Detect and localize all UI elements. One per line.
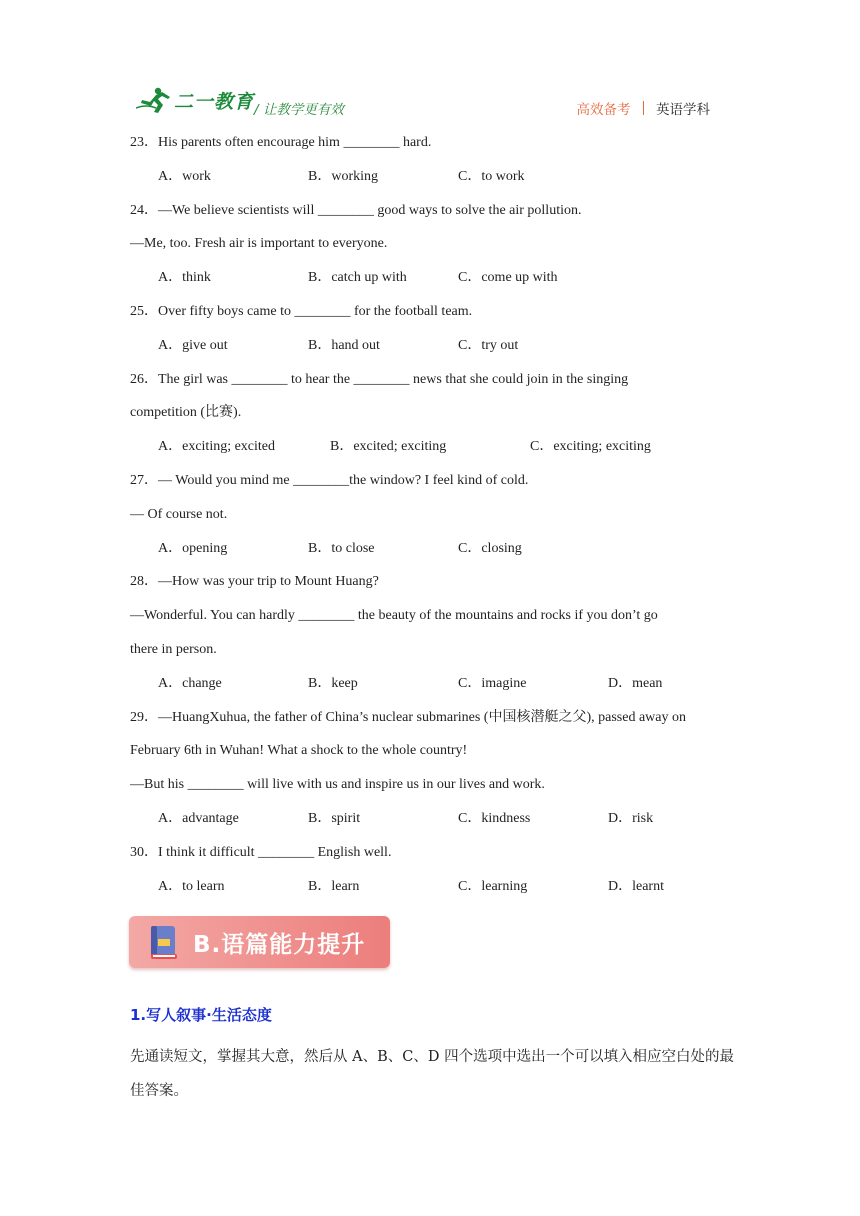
header-right (577, 98, 711, 118)
option: C．exciting; exciting (530, 439, 651, 455)
header-slogan: / 让教学更有效 (254, 102, 344, 118)
option: B．hand out (308, 337, 380, 353)
question-options (130, 261, 740, 295)
question-options (130, 160, 740, 194)
option: A．think (158, 270, 211, 286)
question-stem: there in person. (130, 641, 217, 657)
option: C．try out (458, 337, 519, 353)
option: A．change (158, 675, 222, 691)
option: C．closing (458, 540, 522, 556)
option: B．spirit (308, 810, 361, 826)
page-header (136, 86, 726, 122)
option: C．to work (458, 168, 525, 184)
header-divider (643, 101, 645, 115)
question-stem: —Me, too. Fresh air is important to everyone. (130, 236, 388, 252)
option: B．catch up with (308, 270, 407, 286)
option: B．excited; exciting (330, 439, 447, 455)
option: B．working (308, 168, 378, 184)
question-stem: competition (比赛). (130, 405, 242, 421)
question-stem: 27．— Would you mind me ________the window? I feel kind of cold. (130, 472, 529, 488)
option: A．to learn (158, 878, 225, 894)
question-options (130, 532, 740, 566)
question-stem: 26．The girl was ________ to hear the ________ news that she could join in the singing (130, 371, 629, 387)
option: D．risk (608, 810, 654, 826)
question-options (130, 329, 740, 363)
question-options (130, 870, 740, 904)
subject-label: 英语学科 (656, 102, 710, 118)
question-stem: 30．I think it difficult ________ English well. (130, 844, 392, 860)
question-options (130, 667, 740, 701)
question-stem: 24．—We believe scientists will ________ good ways to solve the air pollution. (130, 202, 582, 218)
option: B．learn (308, 878, 360, 894)
section-banner (129, 916, 390, 968)
question-stem: 25．Over fifty boys came to ________ for the football team. (130, 303, 473, 319)
question-stem: 29．—HuangXuhua, the father of China’s nuclear submarines (中国核潜艇之父), passed away on (130, 709, 686, 725)
banner-title: B.语篇能力提升 (193, 932, 366, 958)
option: C．learning (458, 878, 528, 894)
option: B．to close (308, 540, 375, 556)
book-icon (149, 925, 179, 966)
question-stem: 23．His parents often encourage him ________ hard. (130, 135, 432, 150)
option: A．exciting; excited (158, 439, 276, 455)
option: A．opening (158, 540, 228, 556)
logo-text: 二一教育 (174, 90, 255, 113)
question-stem: —Wonderful. You can hardly ________ the beauty of the mountains and rocks if you don’t go (130, 608, 658, 624)
option: C．imagine (458, 675, 527, 691)
option: A．advantage (158, 810, 239, 826)
question-stem: February 6th in Wuhan! What a shock to the whole country! (130, 743, 468, 759)
exam-label: 高效备考 (576, 102, 631, 118)
option: D．learnt (608, 878, 664, 894)
section-title: 1.写人叙事·生活态度 (130, 1006, 272, 1024)
option: D．mean (608, 675, 663, 691)
runner-logo-icon (136, 86, 172, 114)
option: A．work (158, 168, 211, 184)
option: C．kindness (458, 810, 531, 826)
question-options (130, 802, 740, 836)
question-stem: —But his ________ will live with us and inspire us in our lives and work. (130, 777, 545, 793)
logo (136, 86, 254, 114)
question-options (130, 430, 740, 464)
option: A．give out (158, 337, 228, 353)
section-instruction: 先通读短文，掌握其大意，然后从 A、B、C、D 四个选项中选出一个可以填入相应空白处的最佳答案。 (130, 1049, 735, 1099)
question-stem: 28．—How was your trip to Mount Huang? (130, 574, 379, 590)
question-stem: — Of course not. (130, 506, 228, 522)
question-list (130, 126, 740, 903)
option: C．come up with (458, 270, 558, 286)
option: B．keep (308, 675, 358, 691)
